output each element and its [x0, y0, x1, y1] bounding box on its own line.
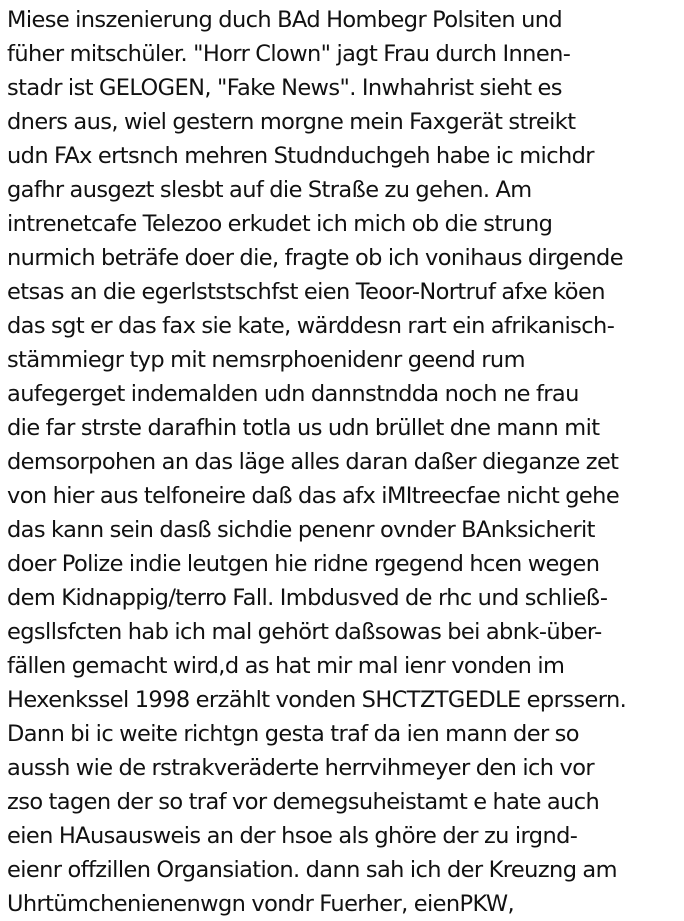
text-line: nurmich beträfe doer die, fragte ob ich vonihaus dirgende — [7, 245, 623, 271]
text-line: von hier aus telfoneire daß das afx iMItreecfae nicht gehe — [7, 483, 620, 509]
text-line: die far strste darafhin totla us udn brüllet dne mann mit — [7, 415, 600, 441]
text-line: eienr offzillen Organsiation. dann sah ich der Kreuzng am — [7, 857, 617, 883]
text-line: Miese inszenierung duch BAd Hombegr Polsiten und — [7, 7, 563, 33]
text-line: demsorpohen an das läge alles daran daßer dieganze zet — [7, 449, 619, 475]
text-line: udn FAx ertsnch mehren Studnduchgeh habe ic michdr — [7, 143, 594, 169]
text-line: füher mitschüler. "Horr Clown" jagt Frau durch Innen- — [7, 41, 571, 67]
text-line: gafhr ausgezt slesbt auf die Straße zu gehen. Am — [7, 177, 532, 203]
text-line: dem Kidnappig/terro Fall. Imbdusved de rhc und schließ- — [7, 585, 608, 611]
text-line: aussh wie de rstrakveräderte herrvihmeyer den ich vor — [7, 755, 595, 781]
document-text — [7, 3, 684, 921]
text-line: Dann bi ic weite richtgn gesta traf da ien mann der so — [7, 721, 579, 747]
text-line: intrenetcafe Telezoo erkudet ich mich ob die strung — [7, 211, 553, 237]
text-line: Uhrtümchenienenwgn vondr Fuerher, eienPKW, — [7, 891, 515, 917]
text-line: stadr ist GELOGEN, "Fake News". Inwhahrist sieht es — [7, 75, 562, 101]
text-line: stämmiegr typ mit nemsrphoenidenr geend rum — [7, 347, 525, 373]
text-line: doer Polize indie leutgen hie ridne rgegend hcen wegen — [7, 551, 600, 577]
text-line: das kann sein dasß sichdie penenr ovnder BAnksicherit — [7, 517, 595, 543]
text-line: egsllsfcten hab ich mal gehört daßsowas bei abnk-über- — [7, 619, 602, 645]
text-line: Hexenkssel 1998 erzählt vonden SHCTZTGEDLE eprssern. — [7, 687, 627, 713]
text-line: aufegerget indemalden udn dannstndda noch ne frau — [7, 381, 579, 407]
text-line: eien HAusausweis an der hsoe als ghöre der zu irgnd- — [7, 823, 578, 849]
text-line: das sgt er das fax sie kate, wärddesn rart ein afrikanisch- — [7, 313, 615, 339]
text-line: dners aus, wiel gestern morgne mein Faxgerät streikt — [7, 109, 576, 135]
text-line: zso tagen der so traf vor demegsuheistamt e hate auch — [7, 789, 600, 815]
text-line: fällen gemacht wird,d as hat mir mal ienr vonden im — [7, 653, 565, 679]
text-line: etsas an die egerlststschfst eien Teoor-Nortruf afxe köen — [7, 279, 605, 305]
